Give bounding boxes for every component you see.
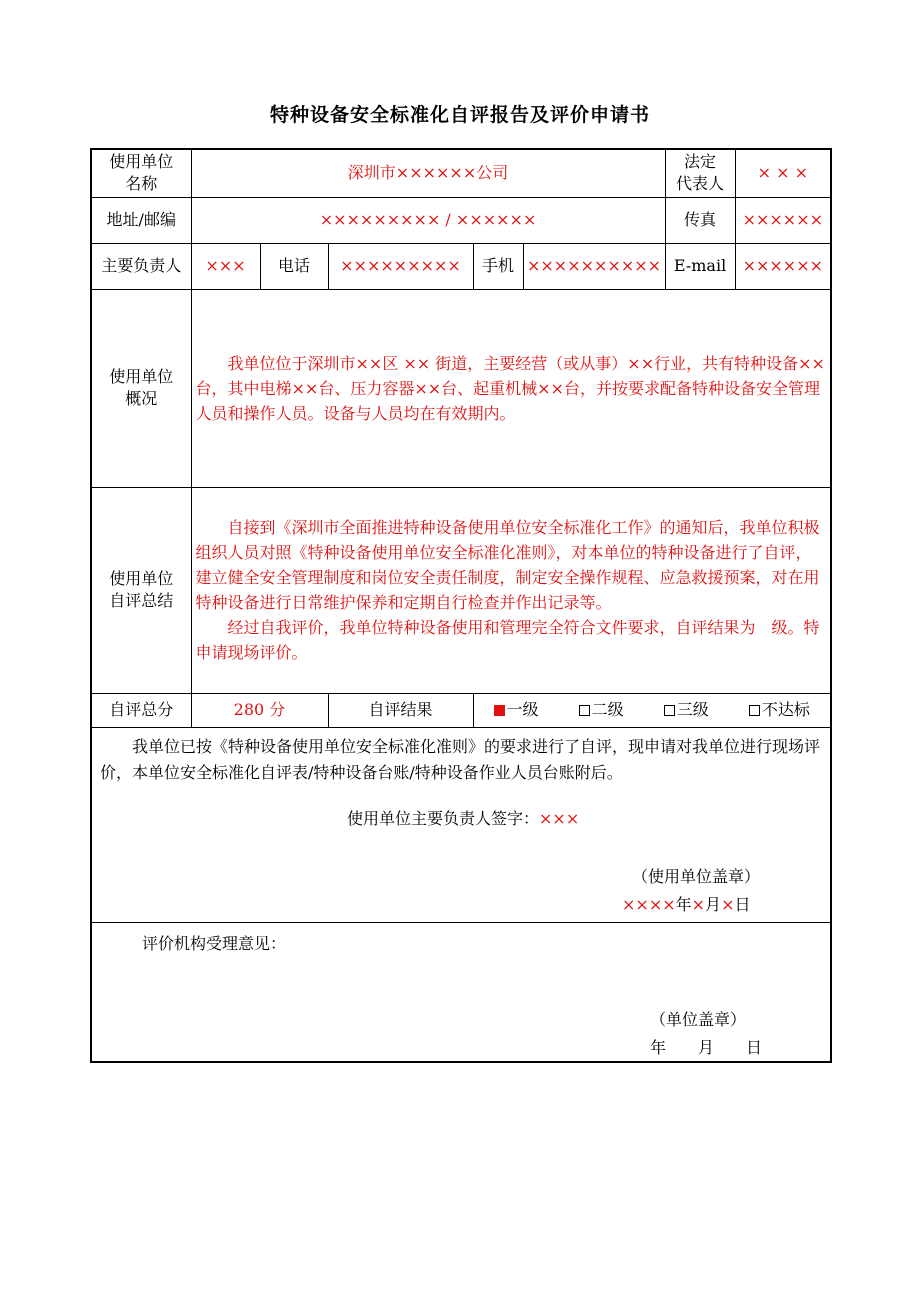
row-contacts: [91, 243, 831, 289]
result-options: [473, 693, 831, 727]
email-value[interactable]: ××××××: [735, 243, 831, 289]
option-level-1[interactable]: [494, 699, 539, 721]
legal-rep-label-line2: 代表人: [676, 174, 725, 194]
overview-label-line1: 使用单位: [109, 367, 174, 386]
row-unit-name: [91, 149, 831, 197]
evaluation-opinion-label[interactable]: 评价机构受理意见：: [142, 933, 287, 953]
option-label: 二级: [591, 700, 624, 719]
phone-value[interactable]: ×××××××××: [328, 243, 473, 289]
option-label: 一级: [506, 700, 539, 719]
fax-label: 传真: [665, 197, 735, 243]
evaluation-date: 年 月 日: [650, 1037, 763, 1057]
summary-paragraph-1: 自接到《深圳市全面推进特种设备使用单位安全标准化工作》的通知后，我单位积极组织人员对照《特种设备使用单位安全标准化准则》，对本单位的特种设备进行了自评，建立健全安全管理制度和岗位安全责任制度，制定安全操作规程、应急救援预案，对在用特种设备进行日常维护保养和定期自行检查并作出记录等。: [195, 518, 820, 612]
row-application: [91, 727, 831, 922]
summary-label: [91, 487, 191, 693]
mobile-label: 手机: [473, 243, 523, 289]
option-fail[interactable]: [749, 699, 810, 721]
legal-rep-label: [665, 149, 735, 197]
row-evaluation: [91, 922, 831, 1062]
option-label: 三级: [676, 700, 709, 719]
checkbox-icon: [749, 705, 760, 716]
row-address: [91, 197, 831, 243]
phone-label: 电话: [260, 243, 328, 289]
unit-name-label: [91, 149, 191, 197]
application-date: [622, 894, 750, 916]
unit-seal-label: （使用单位盖章）: [632, 866, 761, 886]
application-text: 我单位已按《特种设备使用单位安全标准化准则》的要求进行了自评，现申请对我单位进行现场评价，本单位安全标准化自评表/特种设备台账/特种设备作业人员台账附后。: [100, 736, 821, 782]
legal-rep-label-line1: 法定: [684, 152, 717, 172]
checkbox-icon: [579, 705, 590, 716]
summary-paragraph-2: 经过自我评价，我单位特种设备使用和管理完全符合文件要求，自评结果为 级。特申请现场评价。: [195, 618, 820, 662]
option-level-2[interactable]: [579, 699, 624, 721]
application-cell: [91, 727, 831, 922]
unit-name-label-line1: 使用单位: [109, 152, 174, 172]
unit-name-value[interactable]: 深圳市××××××公司: [191, 149, 665, 197]
date-year-label: 年: [675, 894, 692, 914]
overview-text-cell[interactable]: [191, 289, 831, 487]
application-form-full: [90, 148, 832, 1063]
option-level-3[interactable]: [664, 699, 709, 721]
row-overview: [91, 289, 831, 487]
address-value[interactable]: ××××××××× / ××××××: [191, 197, 665, 243]
summary-label-line2: 自评总结: [109, 591, 174, 610]
page-title: 特种设备安全标准化自评报告及评价申请书: [269, 104, 650, 126]
checkbox-icon: [494, 705, 505, 716]
summary-text-cell[interactable]: [191, 487, 831, 693]
signature-label: 使用单位主要负责人签字：: [347, 808, 540, 828]
overview-label: [91, 289, 191, 487]
evaluation-seal-label: （单位盖章）: [650, 1009, 747, 1029]
date-day-value[interactable]: ×: [721, 894, 735, 914]
manager-label: 主要负责人: [91, 243, 191, 289]
row-summary: [91, 487, 831, 693]
signature-line: [347, 808, 579, 830]
total-score-value[interactable]: 280 分: [191, 693, 328, 727]
option-label: 不达标: [761, 700, 810, 719]
legal-rep-value[interactable]: × × ×: [735, 149, 831, 197]
overview-label-line2: 概况: [125, 389, 158, 408]
fax-value[interactable]: ××××××: [735, 197, 831, 243]
overview-text: 我单位位于深圳市××区 ×× 街道，主要经营（或从事）××行业，共有特种设备××台，其中电梯××台、压力容器××台、起重机械××台，并按要求配备特种设备安全管理人员和操作人员。设备与人员均在有效期内。: [195, 353, 825, 423]
mobile-value[interactable]: ××××××××××: [523, 243, 665, 289]
email-label: E-mail: [665, 243, 735, 289]
row-score: [91, 693, 831, 727]
date-day-label: 日: [734, 894, 751, 914]
total-score-label: 自评总分: [91, 693, 191, 727]
summary-label-line1: 使用单位: [109, 569, 174, 588]
address-label: 地址/邮编: [91, 197, 191, 243]
checkbox-icon: [664, 705, 675, 716]
result-label: 自评结果: [328, 693, 473, 727]
unit-name-label-line2: 名称: [125, 174, 158, 194]
date-year-value[interactable]: ××××: [622, 894, 676, 914]
signature-value[interactable]: ×××: [539, 808, 580, 828]
date-month-label: 月: [705, 894, 722, 914]
manager-value[interactable]: ×××: [191, 243, 260, 289]
date-month-value[interactable]: ×: [691, 894, 706, 914]
evaluation-cell: [91, 922, 831, 1062]
